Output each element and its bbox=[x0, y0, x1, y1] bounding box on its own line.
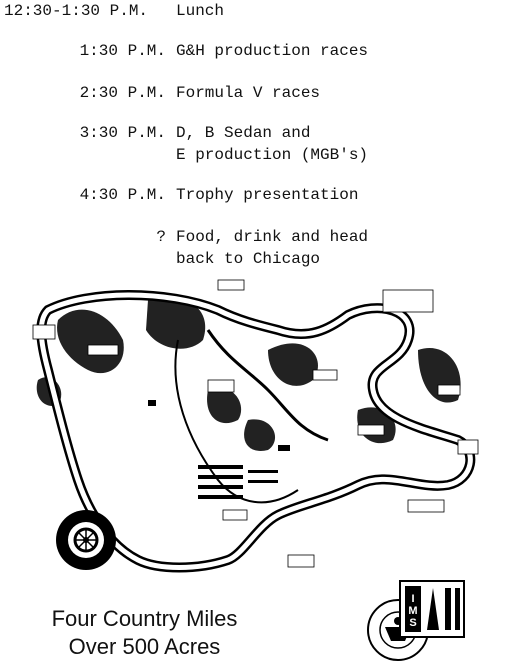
schedule-event: G&H production races bbox=[176, 42, 369, 60]
schedule-event: D, B Sedan and E production (MGB's) bbox=[176, 124, 369, 164]
schedule-event: Formula V races bbox=[176, 84, 321, 102]
footer-line-2: Over 500 Acres bbox=[68, 634, 221, 659]
schedule-time: 1:30 P.M. bbox=[79, 42, 166, 60]
schedule-event: Trophy presentation bbox=[176, 186, 359, 204]
schedule-time: 2:30 P.M. bbox=[79, 84, 166, 102]
footer-line-1: Four Country Miles bbox=[51, 606, 238, 631]
scca-logo bbox=[54, 508, 118, 572]
schedule-event: Food, drink and head back to Chicago bbox=[176, 228, 369, 268]
svg-text:M: M bbox=[408, 605, 418, 617]
imsa-logo bbox=[399, 580, 465, 638]
svg-text:I: I bbox=[411, 593, 415, 605]
schedule-event: Lunch bbox=[176, 2, 225, 20]
schedule-time: 4:30 P.M. bbox=[79, 186, 166, 204]
schedule-time: 3:30 P.M. bbox=[79, 124, 166, 142]
svg-text:S: S bbox=[409, 617, 417, 629]
footer-caption bbox=[37, 605, 252, 661]
schedule-time: ? bbox=[156, 228, 166, 246]
schedule-time: 12:30-1:30 P.M. bbox=[4, 2, 149, 20]
